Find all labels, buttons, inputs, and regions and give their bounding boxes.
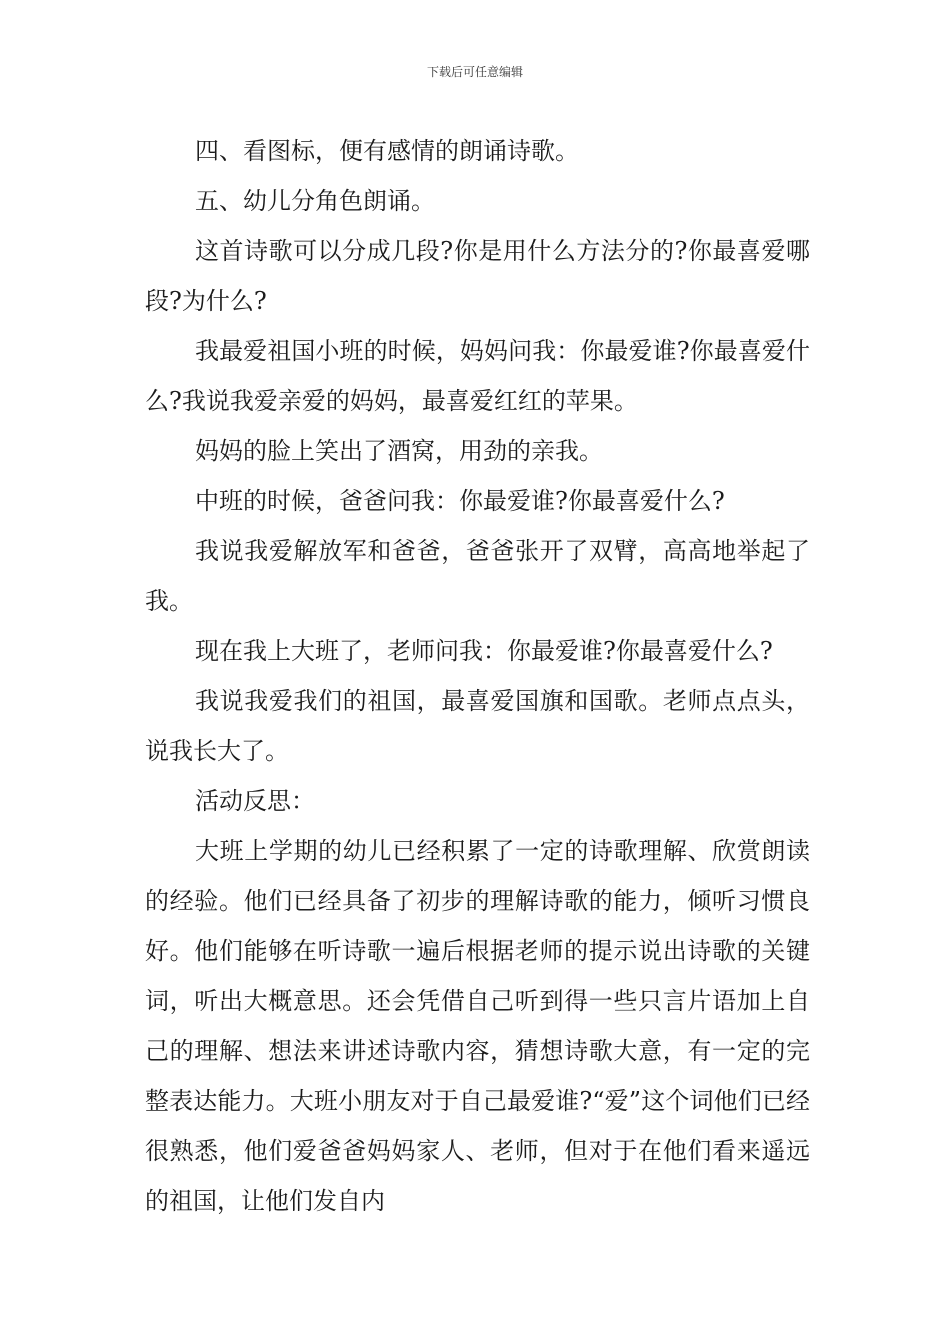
paragraph-poem-middle-class: 中班的时候，爸爸问我：你最爱谁?你最喜爱什么?: [195, 487, 725, 515]
document-body: [145, 126, 810, 1226]
page-header-note: 下载后可任意编辑: [426, 65, 523, 79]
paragraph-questions: 这首诗歌可以分成几段?你是用什么方法分的?你最喜爱哪段?为什么?: [145, 237, 810, 315]
paragraph-poem-small-class: 我最爱祖国小班的时候，妈妈问我：你最爱谁?你最喜爱什么?我说我爱亲爱的妈妈，最喜爱红红的苹果。: [145, 337, 810, 415]
paragraph-poem-motherland: 我说我爱我们的祖国，最喜爱国旗和国歌。老师点点头，说我长大了。: [145, 687, 810, 765]
paragraph-poem-big-class: 现在我上大班了，老师问我：你最爱谁?你最喜爱什么?: [195, 637, 773, 665]
paragraph-step-five: 五、幼儿分角色朗诵。: [195, 187, 435, 215]
paragraph-poem-father: 我说我爱解放军和爸爸，爸爸张开了双臂，高高地举起了我。: [145, 537, 810, 615]
paragraph-reflection-body: 大班上学期的幼儿已经积累了一定的诗歌理解、欣赏朗读的经验。他们已经具备了初步的理解诗歌的能力，倾听习惯良好。他们能够在听诗歌一遍后根据老师的提示说出诗歌的关键词，听出大概意思。还会凭借自己听到得一些只言片语加上自己的理解、想法来讲述诗歌内容，猜想诗歌大意，有一定的完整表达能力。大班小朋友对于自己最爱谁?“爱”这个词他们已经很熟悉，他们爱爸爸妈妈家人、老师，但对于在他们看来遥远的祖国，让他们发自内: [145, 837, 810, 1215]
paragraph-reflection-heading: 活动反思：: [195, 787, 315, 815]
paragraph-poem-mother: 妈妈的脸上笑出了酒窝，用劲的亲我。: [195, 437, 603, 465]
paragraph-step-four: 四、看图标，便有感情的朗诵诗歌。: [195, 137, 579, 165]
